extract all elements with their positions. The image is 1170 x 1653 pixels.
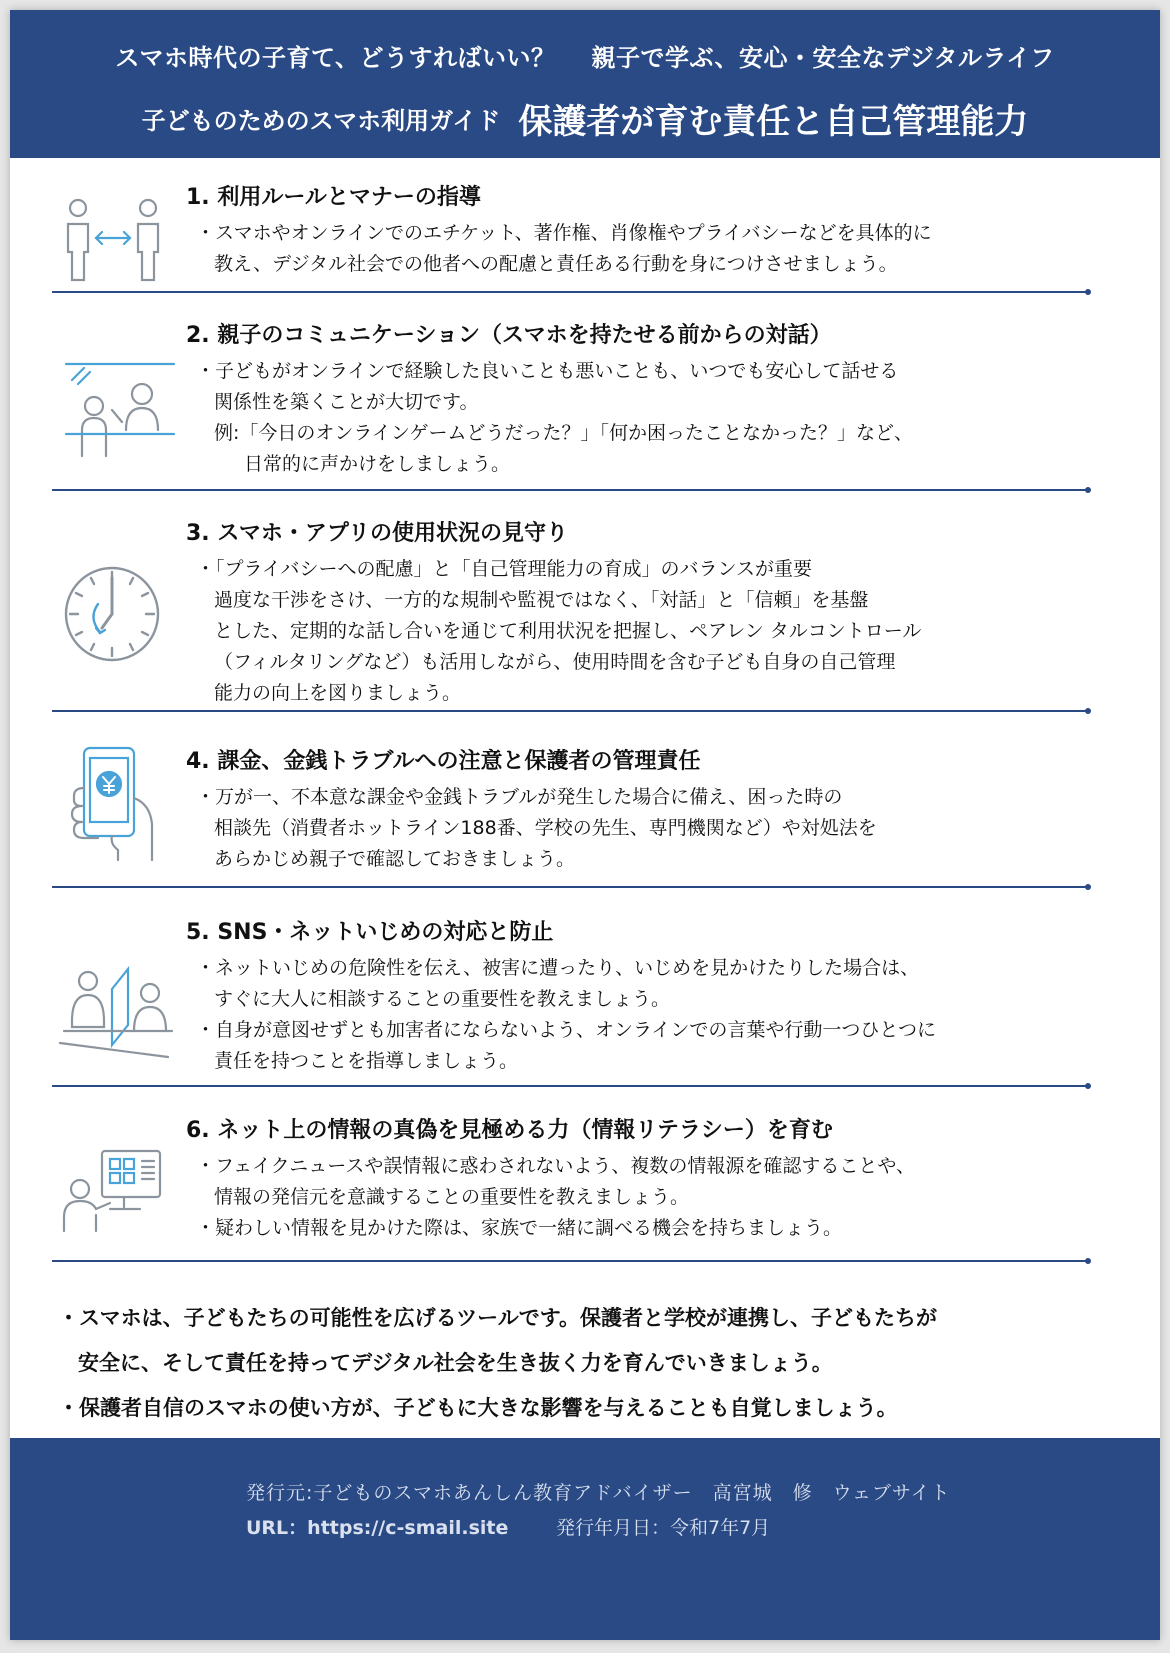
body-line: ・自身が意図せずとも加害者にならないよう、オンラインでの言葉や行動一つひとつに (196, 1019, 937, 1041)
publish-date: 発行年月日：令和7年7月 (556, 1517, 771, 1539)
body-line: 過度な干渉をさけ、一方的な規制や監視ではなく、「対話」と「信頼」を基盤 (214, 589, 869, 611)
body-line: すぐに大人に相談することの重要性を教えましょう。 (214, 988, 671, 1010)
page-title: 保護者が育む責任と自己管理能力 (518, 102, 1029, 142)
header-banner (10, 10, 1160, 158)
body-line: 教え、デジタル社会での他者への配慮と責任ある行動を身につけさせましょう。 (214, 253, 898, 275)
people-distance-icon (58, 194, 178, 304)
body-line: ・スマホやオンラインでのエチケット、著作権、肖像権やプライバシーなどを具体的に (196, 222, 932, 244)
body-line: ・「プライバシーへの配慮」と「自己管理能力の育成」のバランスが重要 (196, 558, 812, 580)
section-body (196, 782, 1116, 875)
header-subtitle-line (10, 38, 1160, 73)
parent-child-talk-icon (58, 360, 178, 470)
section-body (196, 218, 1116, 280)
header-question: スマホ時代の子育て、どうすればいい？ (115, 44, 556, 72)
footer-info-line (246, 1513, 771, 1540)
body-line: 能力の向上を図りましょう。 (214, 682, 462, 704)
publisher-text: 発行元:子どものスマホあんしん教育アドバイザー 高宮城 修 ウェブサイト (246, 1482, 951, 1504)
section-divider (52, 489, 1088, 491)
section-title: 4. 課金、金銭トラブルへの注意と保護者の管理責任 (186, 749, 701, 774)
phone-yen-icon (58, 744, 178, 854)
section-body (196, 356, 1116, 480)
computer-screen-user-icon (58, 1149, 178, 1259)
closing-line: ・保護者自信のスマホの使い方が、子どもに大きな影響を与えることも自覚しましょう。 (58, 1396, 898, 1420)
body-line: 責任を持つことを指導しましょう。 (214, 1050, 519, 1072)
people-partition-icon (58, 961, 178, 1071)
closing-message (58, 1296, 1118, 1431)
clock-icon (58, 564, 178, 674)
body-line: 関係性を築くことが大切です。 (214, 391, 479, 413)
section-divider (52, 1085, 1088, 1087)
guide-label: 子どものためのスマホ利用ガイド (141, 107, 501, 135)
body-line: ・子どもがオンラインで経験した良いことも悪いことも、いつでも安心して話せる (196, 360, 899, 382)
section-title: 3. スマホ・アプリの使用状況の見守り (186, 521, 569, 546)
section-body (196, 1151, 1116, 1244)
section-body (196, 554, 1116, 709)
body-line: （フィルタリングなど）も活用しながら、使用時間を含む子ども自身の自己管理 (214, 651, 896, 673)
body-line: 日常的に声かけをしましょう。 (244, 453, 511, 475)
header-tagline: 親子で学ぶ、安心・安全なデジタルライフ (591, 44, 1055, 72)
body-line: ・ネットいじめの危険性を伝え、被害に遭ったり、いじめを見かけたりした場合は、 (196, 957, 920, 979)
closing-line: ・スマホは、子どもたちの可能性を広げるツールです。保護者と学校が連携し、子どもたちが (58, 1306, 938, 1330)
body-line: ・フェイクニュースや誤情報に惑わされないよう、複数の情報源を確認することや、 (196, 1155, 915, 1177)
body-line: ・疑わしい情報を見かけた際は、家族で一緒に調べる機会を持ちましょう。 (196, 1217, 843, 1239)
page (10, 10, 1160, 1640)
section-divider (52, 1260, 1088, 1262)
section-divider (52, 291, 1088, 293)
footer-banner (10, 1438, 1160, 1640)
section-divider (52, 886, 1088, 888)
section-title: 5. SNS・ネットいじめの対応と防止 (186, 920, 554, 945)
body-line: 例:「今日のオンラインゲームどうだった？」「何か困ったことなかった？」など、 (214, 422, 913, 444)
body-line: ・万が一、不本意な課金や金銭トラブルが発生した場合に備え、困った時の (196, 786, 843, 808)
section-title: 2. 親子のコミュニケーション（スマホを持たせる前からの対話） (186, 323, 832, 348)
closing-line: 安全に、そして責任を持ってデジタル社会を生き抜く力を育んでいきましょう。 (78, 1351, 833, 1375)
section-body (196, 953, 1116, 1077)
body-line: 相談先（消費者ホットライン188番、学校の先生、専門機関など）や対処法を (214, 817, 877, 839)
section-divider (52, 710, 1088, 712)
body-line: とした、定期的な話し合いを通じて利用状況を把握し、ペアレン タルコントロール (214, 620, 922, 642)
body-line: 情報の発信元を意識することの重要性を教えましょう。 (214, 1186, 690, 1208)
header-title-line (10, 94, 1160, 143)
body-line: あらかじめ親子で確認しておきましょう。 (214, 848, 576, 870)
section-title: 1. 利用ルールとマナーの指導 (186, 185, 481, 210)
website-url-link[interactable]: URL：https://c-smail.site (246, 1517, 509, 1539)
section-title: 6. ネット上の情報の真偽を見極める力（情報リテラシー）を育む (186, 1118, 833, 1143)
